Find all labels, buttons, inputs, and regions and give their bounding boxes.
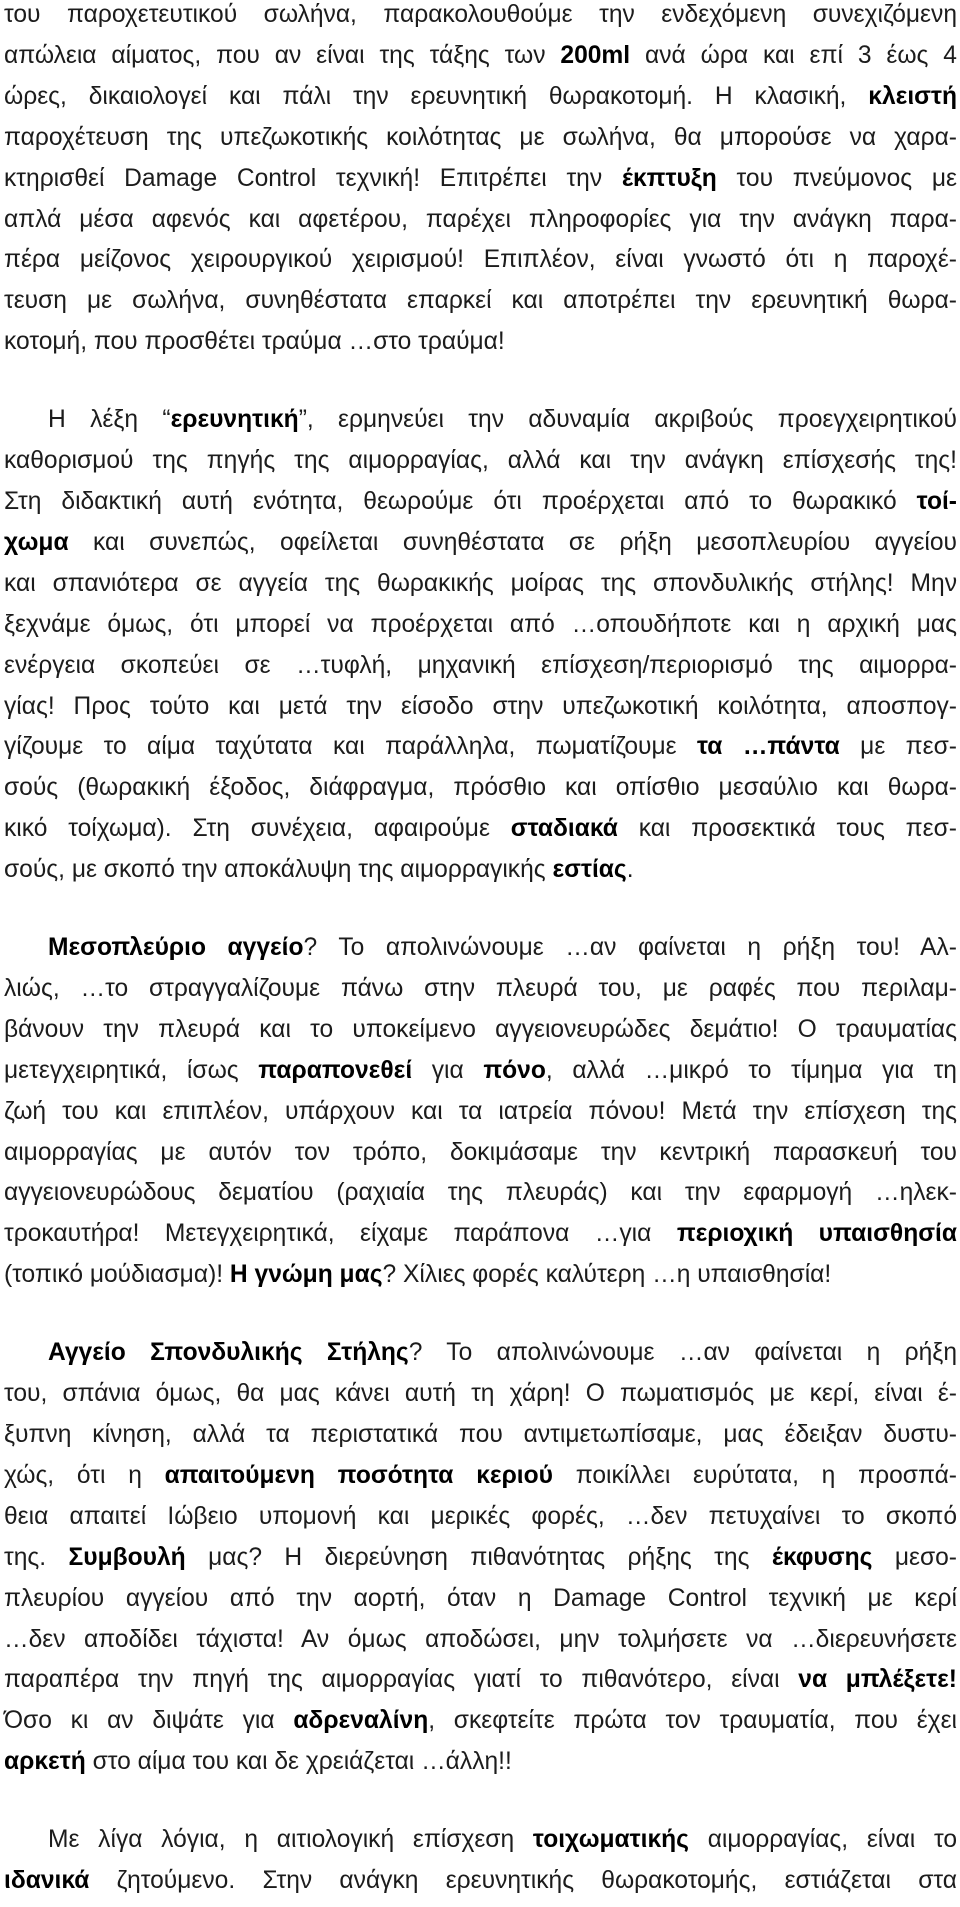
text-line: γίας! Προς τούτο και μετά την είσοδο στην υπεζωκοτική κοιλότητα, αποσπογ- (4, 692, 957, 720)
bold-term: περιοχική υπαισθησία (676, 1220, 957, 1248)
paragraph-1 (4, 0, 957, 363)
text-line: κοτομή, που προσθέτει τραύμα …στο τραύμα! (4, 328, 505, 356)
bold-term: αδρεναλίνη (293, 1707, 429, 1735)
text-line: παραπέρα την πηγή της αιμορραγίας γιατί το πιθανότερο, είναι να μπλέξετε! (4, 1666, 957, 1694)
text-line: ώρες, δικαιολογεί και πάλι την ερευνητική θωρακοτομή. Η κλασική, κλειστή (4, 82, 957, 110)
bold-term: εστίας (552, 856, 627, 884)
bold-term: τοί- (916, 487, 957, 515)
paragraph-3 (4, 928, 957, 1296)
text-line: Μεσοπλεύριο αγγείο? Το απολινώνουμε …αν φαίνεται η ρήξη του! Αλ- (48, 934, 957, 962)
text-line: χωμα και συνεπώς, οφείλεται συνηθέστατα σε ρήξη μεσοπλευρίου αγγείου (4, 528, 957, 556)
paragraph-5 (4, 1820, 957, 1902)
bold-term: έκφυσης (771, 1543, 873, 1571)
bold-term: απαιτούμενη ποσότητα κεριού (164, 1461, 553, 1489)
text-line: καθορισμού της πηγής της αιμορραγίας, αλλά και την ανάγκη επίσχεσής της! (4, 447, 957, 475)
text-line: αγγειονευρώδους δεματίου (ραχιαία της πλευράς) και την εφαρμογή …ηλεκ- (4, 1179, 957, 1207)
paragraph-2 (4, 400, 957, 891)
text-line: ξεχνάμε όμως, ότι μπορεί να προέρχεται από …οπουδήποτε και η αρχική μας (4, 610, 957, 638)
text-line: σούς, με σκοπό την αποκάλυψη της αιμορραγικής εστίας. (4, 856, 634, 884)
bold-term: ερευνητική (170, 406, 299, 434)
bold-term: αρκετή (4, 1748, 86, 1776)
bold-term: Συμβουλή (68, 1543, 186, 1571)
text-line: της. Συμβουλή μας? Η διερεύνηση πιθανότητας ρήξης της έκφυσης μεσο- (4, 1543, 958, 1571)
text-line: αιμορραγίας με αυτόν τον τρόπο, δοκιμάσαμε την κεντρική παρασκευή του (4, 1138, 957, 1166)
bold-term: τα …πάντα (697, 733, 840, 761)
text-line: θεια απαιτεί Ιώβειο υπομονή και μερικές φορές, …δεν πετυχαίνει το σκοπό (4, 1502, 957, 1530)
text-line: μετεγχειρητικά, ίσως παραπονεθεί για πόνο, αλλά …μικρό το τίμημα για τη (4, 1056, 957, 1084)
bold-term: χωμα (4, 528, 69, 556)
bold-term: παραπονεθεί (258, 1056, 413, 1084)
text-line: τροκαυτήρα! Μετεγχειρητικά, είχαμε παράπονα …για περιοχική υπαισθησία (4, 1220, 957, 1248)
text-line: απώλεια αίματος, που αν είναι της τάξης των 200ml ανά ώρα και επί 3 έως 4 (4, 41, 957, 69)
text-line: του παροχετευτικού σωλήνα, παρακολουθούμε την ενδεχόμενη συνεχιζόμενη (4, 1, 957, 28)
text-line: παροχέτευση της υπεζωκοτικής κοιλότητας με σωλήνα, θα μπορούσε να χαρα- (4, 123, 957, 151)
text-line: ζωή του και επιπλέον, υπάρχουν και τα ιατρεία πόνου! Μετά την επίσχεση της (4, 1097, 957, 1125)
bold-term: να μπλέξετε! (798, 1666, 957, 1694)
text-line: απλά μέσα αφενός και αφετέρου, παρέχει πληροφορίες για την ανάγκη παρα- (4, 205, 957, 233)
text-line: και σπανιότερα σε αγγεία της θωρακικής μοίρας της σπονδυλικής στήλης! Μην (4, 569, 957, 597)
text-line: τευση με σωλήνα, συνηθέστατα επαρκεί και αποτρέπει την ερευνητική θωρα- (4, 287, 957, 315)
text-line: κικό τοίχωμα). Στη συνέχεια, αφαιρούμε σταδιακά και προσεκτικά τους πεσ- (4, 815, 957, 843)
text-line: βάνουν την πλευρά και το υποκείμενο αγγειονευρώδες δεμάτιο! Ο τραυματίας (4, 1015, 957, 1043)
bold-term: κλειστή (868, 82, 957, 110)
bold-term: 200ml (560, 41, 631, 69)
text-line: πέρα μείζονος χειρουργικού χειρισμού! Επιπλέον, είναι γνωστό ότι η παροχέ- (4, 246, 957, 274)
text-line: ενέργεια σκοπεύει σε …τυφλή, μηχανική επίσχεση/περιορισμό της αιμορρα- (4, 651, 957, 679)
bold-term: τοιχωματικής (532, 1826, 689, 1854)
text-line: Όσο κι αν διψάτε για αδρεναλίνη, σκεφτείτε πρώτα τον τραυματία, που έχει (4, 1707, 957, 1735)
bold-term: Η γνώμη μας (229, 1261, 383, 1289)
text-line: Αγγείο Σπονδυλικής Στήλης? Το απολινώνουμε …αν φαίνεται η ρήξη (48, 1339, 957, 1367)
bold-term: Μεσοπλεύριο αγγείο (48, 934, 304, 962)
text-line: Στη διδακτική αυτή ενότητα, θεωρούμε ότι προέρχεται από το θωρακικό τοί- (4, 487, 957, 515)
text-line: ξυπνη κίνηση, αλλά τα περιστατικά που αντιμετωπίσαμε, μας έδειξαν δυστυ- (4, 1421, 957, 1448)
text-line: Με λίγα λόγια, η αιτιολογική επίσχεση τοιχωματικής αιμορραγίας, είναι το (48, 1826, 958, 1854)
bold-term: σταδιακά (510, 815, 618, 843)
text-line: …δεν αποδίδει τάχιστα! Αν όμως αποδώσει, μην τολμήσετε να …διερευνήσετε (4, 1625, 957, 1653)
bold-term: έκπτυξη (621, 164, 717, 192)
text-line: γίζουμε το αίμα ταχύτατα και παράλληλα, πωματίζουμε τα …πάντα με πεσ- (4, 733, 957, 761)
text-line: πλευρίου αγγείου από την αορτή, όταν η Damage Control τεχνική με κερί (4, 1584, 957, 1612)
text-line: (τοπικό μούδιασμα)! Η γνώμη μας? Χίλιες φορές καλύτερη …η υπαισθησία! (4, 1261, 832, 1289)
text-line: σούς (θωρακική έξοδος, διάφραγμα, πρόσθιο και οπίσθιο μεσαύλιο και θωρα- (4, 774, 957, 802)
bold-term: ιδανικά (4, 1867, 90, 1895)
text-line: αρκετή στο αίμα του και δε χρειάζεται …άλλη!! (4, 1748, 512, 1776)
paragraph-4 (4, 1333, 957, 1783)
text-line: ιδανικά ζητούμενο. Στην ανάγκη ερευνητικής θωρακοτομής, εστιάζεται στα (4, 1867, 957, 1895)
bold-term: πόνο (483, 1056, 546, 1084)
text-line: Η λέξη “ερευνητική”, ερμηνεύει την αδυναμία ακριβούς προεγχειρητικού (48, 406, 957, 434)
text-line: λιώς, …το στραγγαλίζουμε πάνω στην πλευρά του, με ραφές που περιλαμ- (4, 974, 957, 1002)
text-line: κτηρισθεί Damage Control τεχνική! Επιτρέπει την έκπτυξη του πνεύμονος με (4, 164, 957, 192)
text-line: του, σπάνια όμως, θα μας κάνει αυτή τη χάρη! Ο πωματισμός με κερί, είναι έ- (4, 1380, 957, 1408)
text-line: χώς, ότι η απαιτούμενη ποσότητα κεριού ποικίλλει ευρύτατα, η προσπά- (4, 1461, 957, 1489)
bold-term: Αγγείο Σπονδυλικής Στήλης (48, 1339, 409, 1367)
